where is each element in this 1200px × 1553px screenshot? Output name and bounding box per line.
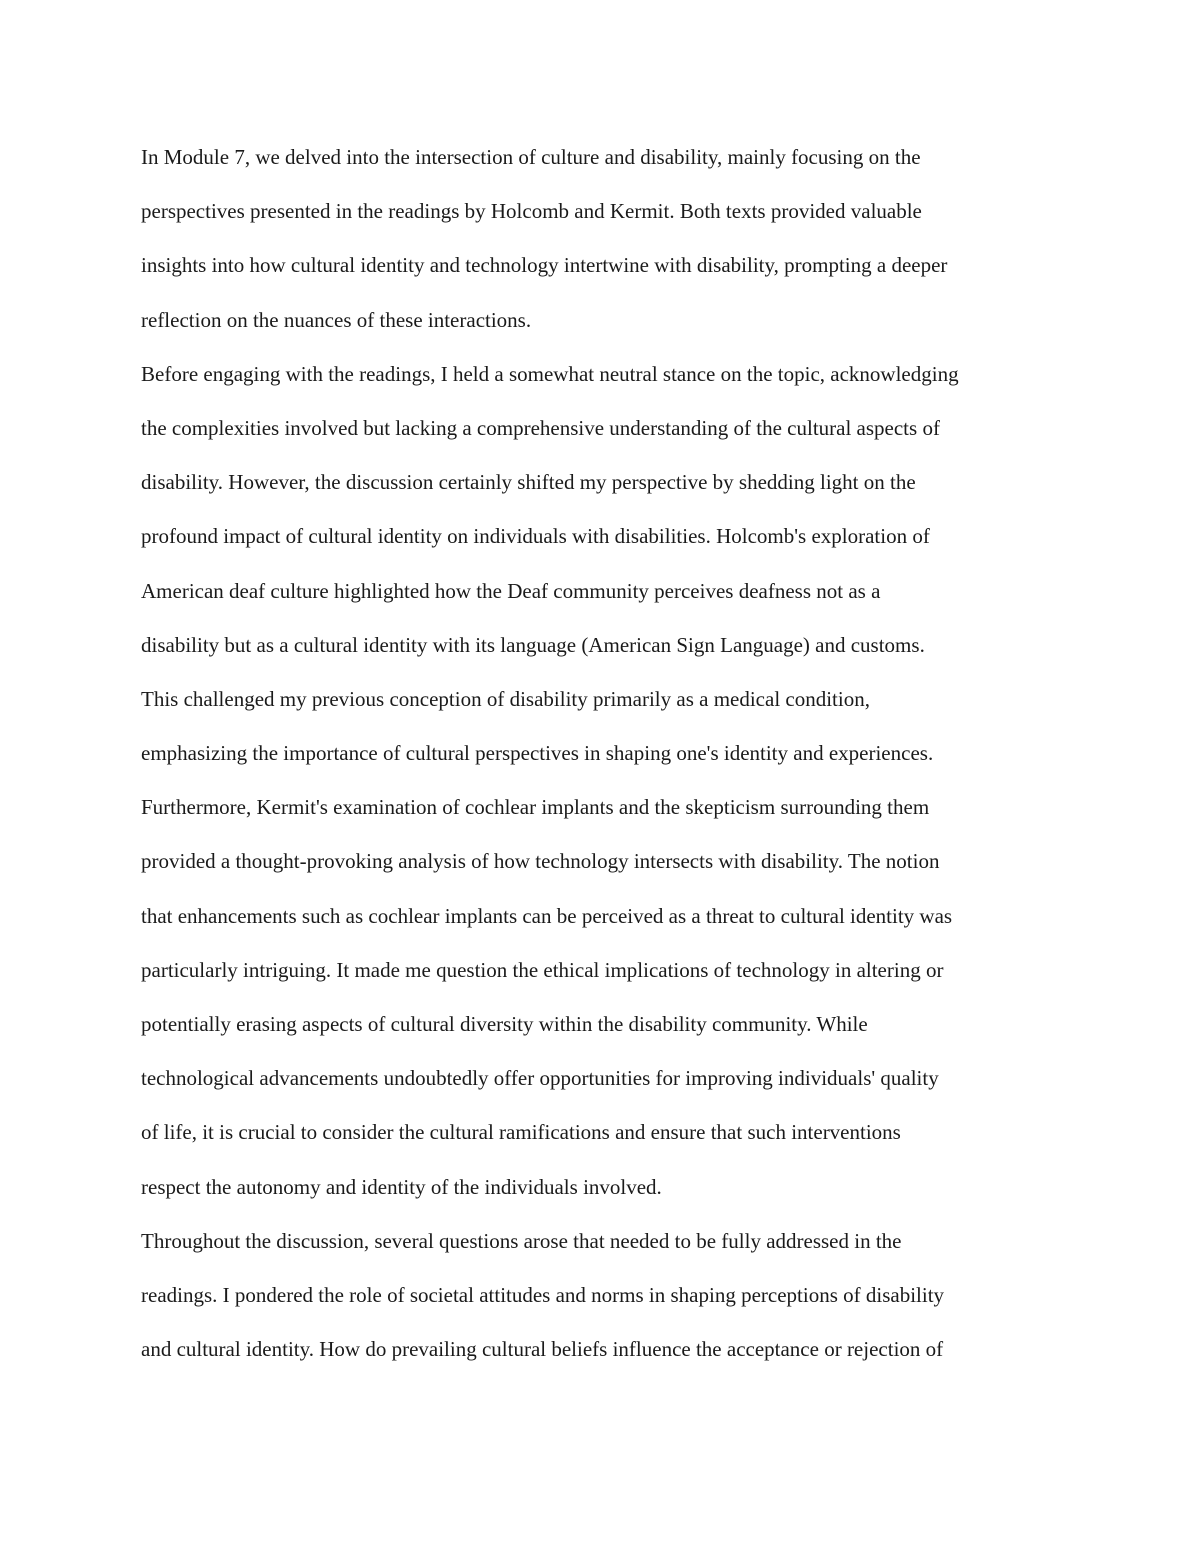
text-line: emphasizing the importance of cultural perspectives in shaping one's identity and experiences. (141, 741, 934, 766)
text-line: insights into how cultural identity and technology intertwine with disability, prompting a deeper (141, 253, 948, 278)
text-line: provided a thought-provoking analysis of how technology intersects with disability. The notion (141, 849, 940, 874)
text-line: and cultural identity. How do prevailing cultural beliefs influence the acceptance or rejection of (141, 1337, 944, 1362)
text-line: profound impact of cultural identity on individuals with disabilities. Holcomb's exploration of (141, 524, 930, 549)
text-line: Furthermore, Kermit's examination of cochlear implants and the skepticism surrounding them (141, 795, 930, 820)
text-line: that enhancements such as cochlear implants can be perceived as a threat to cultural identity was (141, 903, 953, 928)
text-line: of life, it is crucial to consider the cultural ramifications and ensure that such interventions (141, 1120, 901, 1145)
text-line: disability but as a cultural identity with its language (American Sign Language) and customs. (141, 632, 925, 657)
text-line: potentially erasing aspects of cultural diversity within the disability community. While (141, 1012, 868, 1036)
text-line: disability. However, the discussion certainly shifted my perspective by shedding light on the (141, 470, 916, 495)
text-line: In Module 7, we delved into the intersection of culture and disability, mainly focusing on the (141, 145, 921, 169)
text-line: perspectives presented in the readings by Holcomb and Kermit. Both texts provided valuable (141, 199, 922, 224)
text-line: respect the autonomy and identity of the individuals involved. (141, 1174, 662, 1199)
text-line: technological advancements undoubtedly offer opportunities for improving individuals' quality (141, 1066, 939, 1091)
text-line: Throughout the discussion, several questions arose that needed to be fully addressed in the (141, 1228, 902, 1253)
document-body (141, 130, 1081, 1376)
text-line: Before engaging with the readings, I held a somewhat neutral stance on the topic, acknowledging (141, 361, 959, 386)
text-line: particularly intriguing. It made me question the ethical implications of technology in altering or (141, 957, 944, 982)
text-line: the complexities involved but lacking a comprehensive understanding of the cultural aspects of (141, 415, 940, 440)
text-line: This challenged my previous conception of disability primarily as a medical condition, (141, 686, 870, 711)
text-line: readings. I pondered the role of societal attitudes and norms in shaping perceptions of disability (141, 1282, 945, 1307)
text-line: American deaf culture highlighted how the Deaf community perceives deafness not as a (141, 578, 881, 603)
text-line: reflection on the nuances of these interactions. (141, 307, 532, 332)
